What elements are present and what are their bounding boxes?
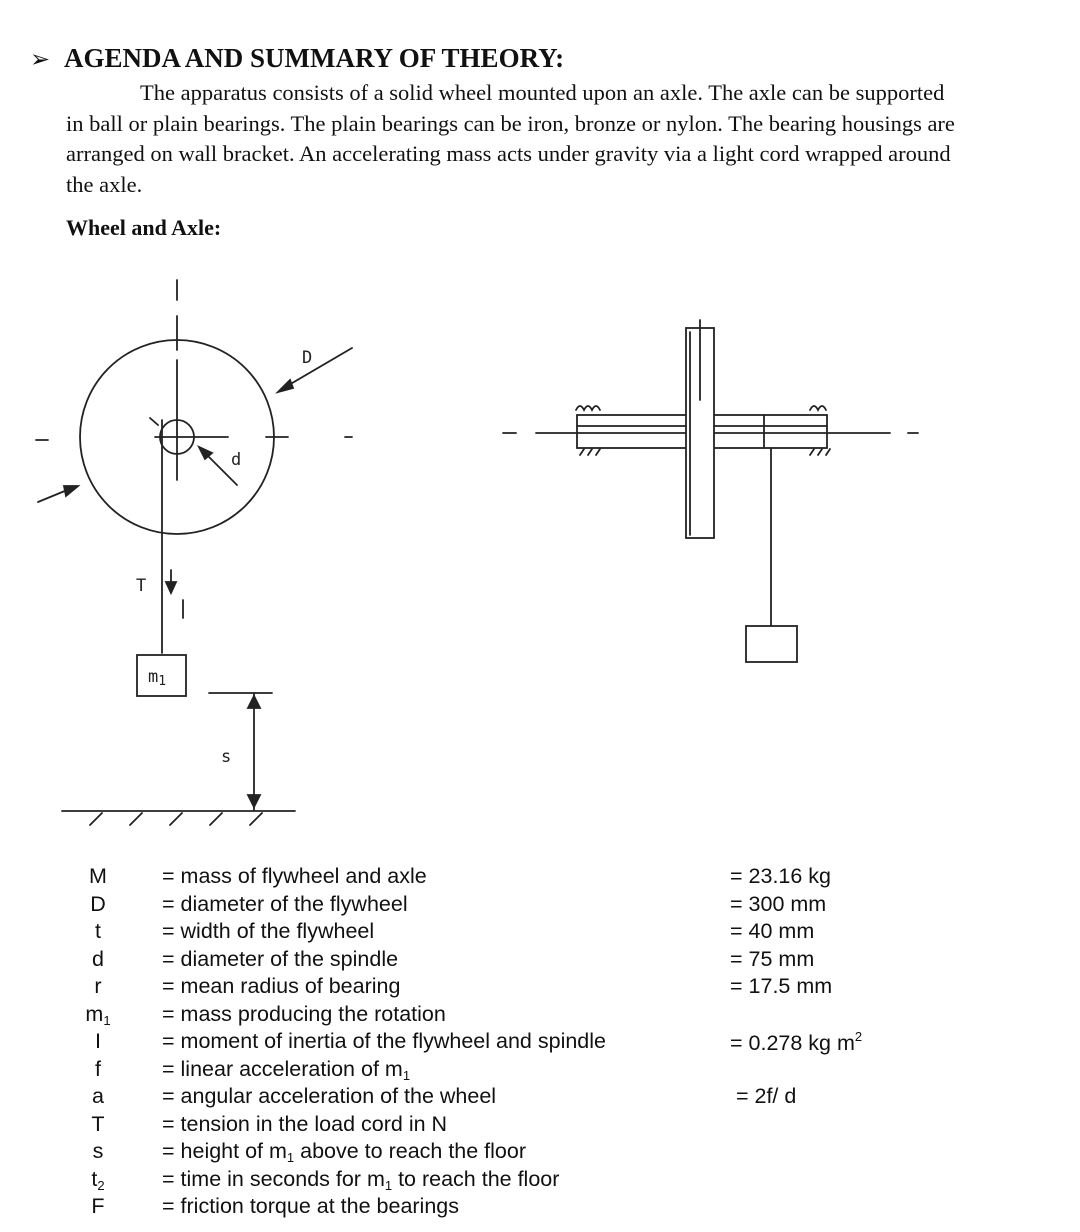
legend-description: = mass of flywheel and axle [162, 864, 427, 888]
legend-description: = moment of inertia of the flywheel and spindle [162, 1029, 606, 1053]
legend-description: = diameter of the flywheel [162, 891, 408, 916]
legend-value: = 40 mm [730, 919, 815, 943]
legend-symbol: a [92, 1084, 104, 1108]
legend-row [0, 1002, 1080, 1029]
legend-symbol: $t_2$ [91, 1166, 105, 1193]
section-title: AGENDA AND SUMMARY OF THEORY: [64, 43, 565, 73]
legend-description: = time in seconds for $m_1$ to reach the floor [162, 1166, 560, 1193]
legend-description: = diameter of the spindle [162, 946, 399, 971]
legend-row [0, 1057, 1080, 1084]
legend-row [0, 864, 1080, 891]
intro-paragraph [66, 78, 966, 200]
legend-symbol: t [95, 919, 101, 943]
legend-description: = height of $m_1$ above to reach the floor [162, 1139, 527, 1165]
label-T: T [136, 576, 147, 596]
legend-row [0, 1029, 1080, 1056]
intro-text: The apparatus consists of a solid wheel mounted upon an axle. The axle can be supported in ball or plain bearings. The plain bearings can be iron, bronze or nylon. The bearing housings are arranged on wall bracket. An accelerating mass acts under gravity via a light cord wrapped around the axle. [66, 80, 955, 197]
legend-symbol: M [89, 864, 107, 888]
legend-row [0, 892, 1080, 919]
label-s: s [221, 747, 232, 767]
legend-value: = 17.5 mm [730, 974, 833, 998]
label-d: d [231, 450, 242, 470]
legend-description: = angular acceleration of the wheel [162, 1084, 497, 1108]
legend-description: = tension in the load cord in N [162, 1111, 448, 1136]
legend-symbol: d [92, 946, 104, 971]
label-m1: m1 [148, 667, 167, 689]
legend-row [0, 919, 1080, 946]
label-D: D [302, 348, 313, 368]
legend-row [0, 1167, 1080, 1194]
legend-value: = 23.16 kg [730, 864, 832, 888]
legend-value: = 75 mm [730, 946, 815, 971]
wheel-and-axle-subheading: Wheel and Axle: [66, 215, 222, 240]
legend-row [0, 1194, 1080, 1221]
legend-row [0, 1112, 1080, 1139]
legend-description: = linear acceleration of $m_1$ [162, 1056, 411, 1083]
legend-row [0, 947, 1080, 974]
legend-description: = width of the flywheel [162, 919, 375, 943]
legend-description: = friction torque at the bearings [162, 1194, 460, 1218]
legend-symbol: r [94, 974, 102, 998]
legend-symbol: D [90, 891, 106, 916]
legend-symbol: F [91, 1194, 105, 1218]
legend-row [0, 1139, 1080, 1166]
legend-row [0, 974, 1080, 1001]
wheel-axle-diagram [0, 250, 1080, 830]
legend-symbol: $m_1$ [85, 1001, 111, 1028]
hanging-mass-box [746, 626, 797, 662]
legend-symbol: f [95, 1056, 101, 1081]
legend-description: = mass producing the rotation [162, 1001, 446, 1026]
legend-value: = 0.278 kg $m^2$ [730, 1029, 863, 1055]
legend-symbol: s [92, 1139, 104, 1163]
legend-row [0, 1084, 1080, 1111]
legend-symbol: T [91, 1111, 105, 1136]
legend-symbol: I [95, 1029, 101, 1053]
legend-value: = 2f/ d [730, 1084, 797, 1108]
arrow-bullet-icon: ➢ [30, 47, 51, 73]
legend-value: = 300 mm [730, 891, 827, 916]
section-heading [30, 40, 564, 78]
legend-description: = mean radius of bearing [162, 974, 401, 998]
